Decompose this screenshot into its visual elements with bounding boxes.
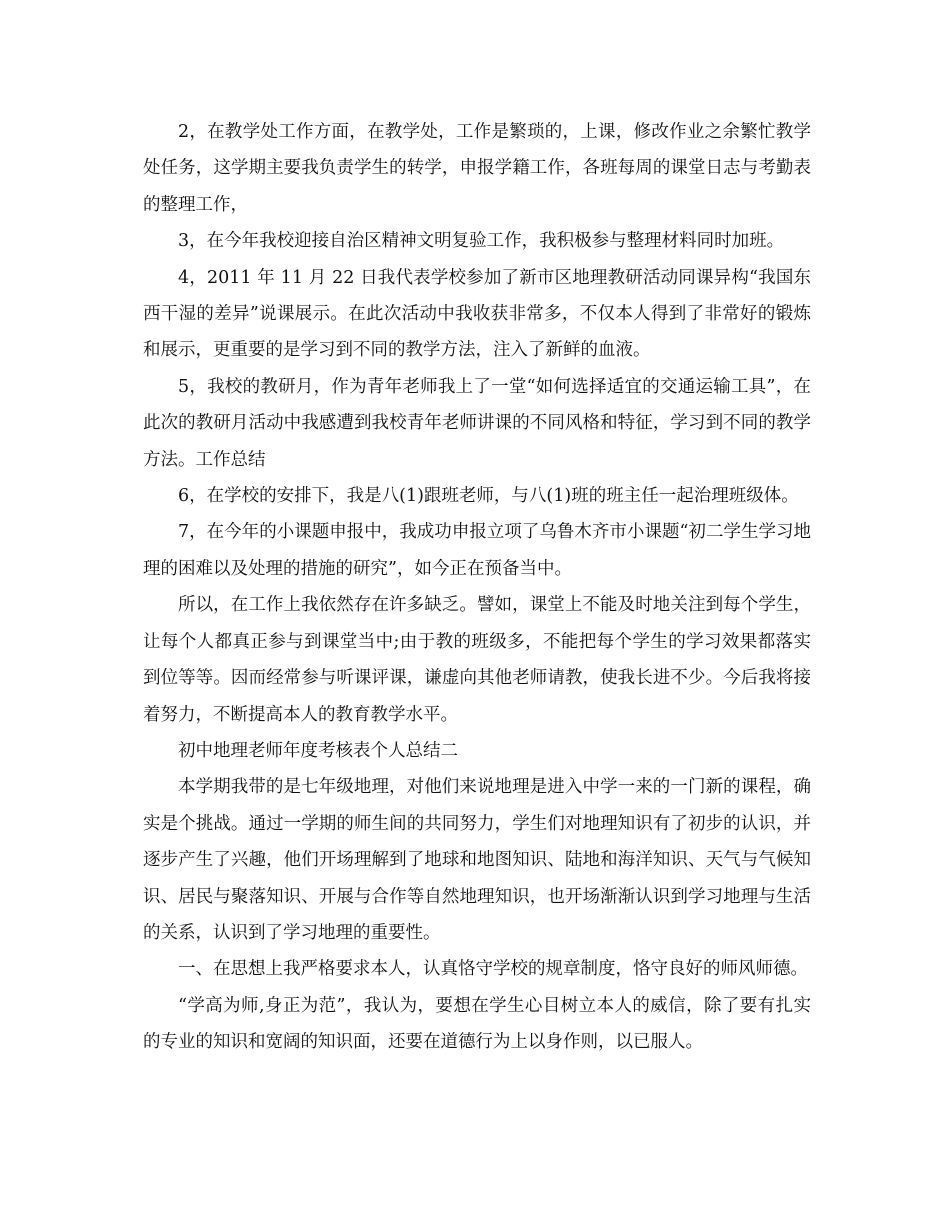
paragraph-item-6: 6，在学校的安排下，我是八(1)跟班老师，与八(1)班的班主任一起治理班级体。 bbox=[178, 486, 799, 507]
paragraph-shortcomings: 所以，在工作上我依然存在许多缺乏。譬如，课堂上不能及时地关注到每个学生，让每个人都真正参与到课堂当中;由于教的班级多，不能把每个学生的学习效果都落实到位等等。因而经常参与听课评课，谦虚向其他老师请教，使我长进不少。今后我将接着努力，不断提高本人的教育教学水平。 bbox=[143, 595, 811, 725]
paragraph-item-4: 4，2011 年 11 月 22 日我代表学校参加了新市区地理教研活动同课异构“我国东西干湿的差异”说课展示。在此次活动中我收获非常多，不仅本人得到了非常好的锻炼和展示，更重要的是学习到不同的教学方法，注入了新鲜的血液。 bbox=[143, 267, 811, 361]
paragraph-item-5: 5，我校的教研月，作为青年老师我上了一堂“如何选择适宜的交通运输工具”，在此次的教研月活动中我感遭到我校青年老师讲课的不同风格和特征，学习到不同的教学方法。工作总结 bbox=[143, 376, 811, 470]
paragraph-semester-overview: 本学期我带的是七年级地理，对他们来说地理是进入中学一来的一门新的课程，确实是个挑战。通过一学期的师生间的共同努力，学生们对地理知识有了初步的认识，并逐步产生了兴趣，他们开场理解到了地球和地图知识、陆地和海洋知识、天气与气候知识、居民与聚落知识、开展与合作等自然地理知识，也开场渐渐认识到学习地理与生活的关系，认识到了学习地理的重要性。 bbox=[143, 777, 811, 943]
paragraph-ideology: 一、在思想上我严格要求本人，认真恪守学校的规章制度，恪守良好的师风师德。 bbox=[178, 959, 808, 980]
paragraph-item-7: 7，在今年的小课题申报中，我成功申报立项了乌鲁木齐市小课题“初二学生学习地理的困难以及处理的措施的研究”，如今正在预备当中。 bbox=[143, 522, 811, 579]
section-heading-summary-two: 初中地理老师年度考核表个人总结二 bbox=[178, 740, 458, 761]
paragraph-item-2: 2，在教学处工作方面，在教学处，工作是繁琐的，上课，修改作业之余繁忙教学处任务，这学期主要我负责学生的转学，申报学籍工作，各班每周的课堂日志与考勤表的整理工作， bbox=[143, 122, 811, 215]
paragraph-item-3: 3，在今年我校迎接自治区精神文明复验工作，我积极参与整理材料同时加班。 bbox=[178, 231, 785, 252]
paragraph-teacher-virtue: “学高为师,身正为范”，我认为，要想在学生心目树立本人的威信，除了要有扎实的专业的知识和宽阔的知识面，还要在道德行为上以身作则，以已服人。 bbox=[143, 995, 811, 1053]
document-body bbox=[143, 114, 811, 1061]
